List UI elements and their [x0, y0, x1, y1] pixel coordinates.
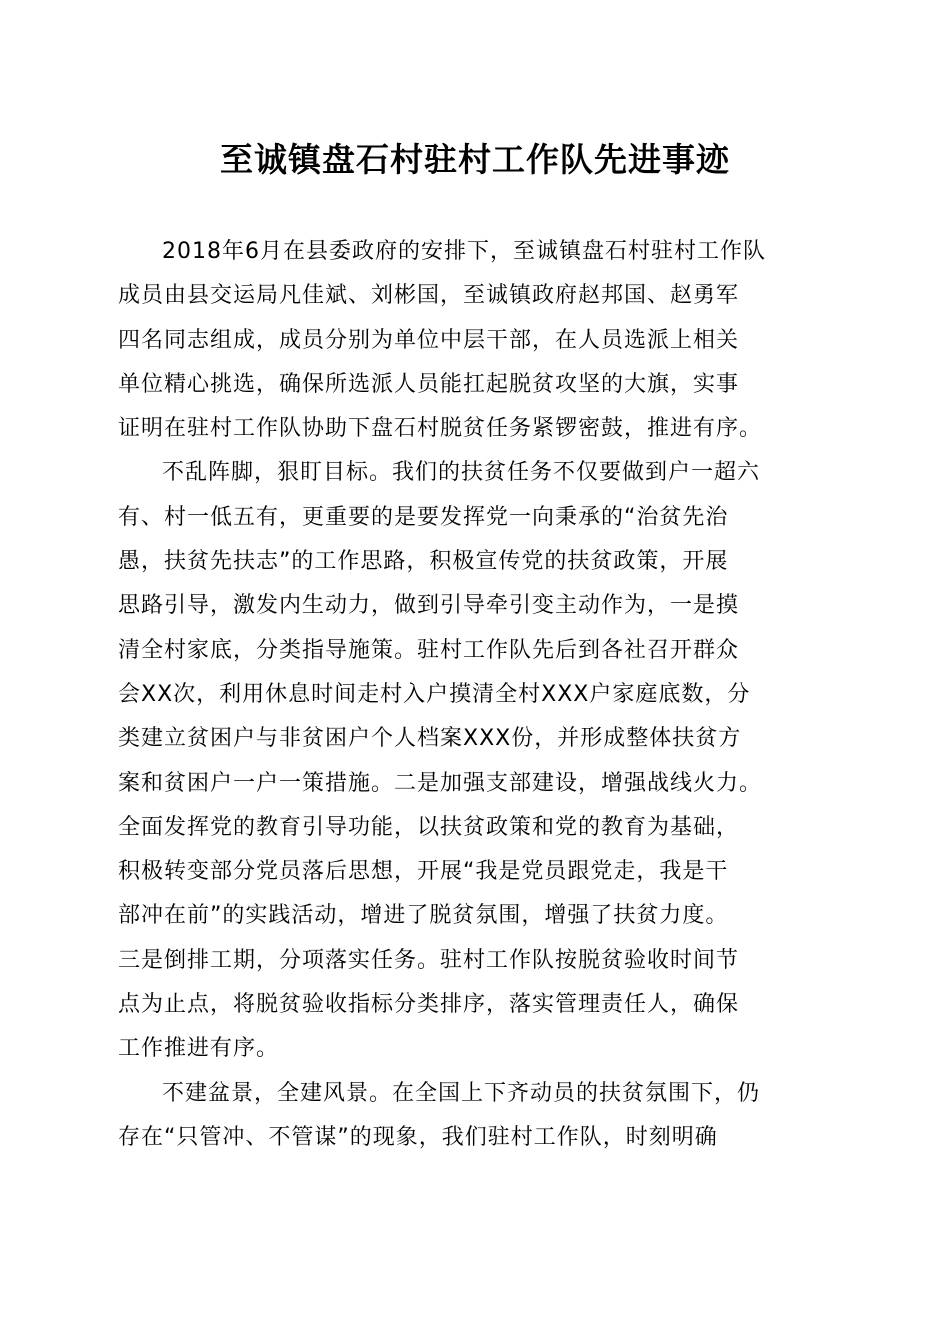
paragraph-2-line-6: 会XX次，利用休息时间走村入户摸清全村XXX户家庭底数，分 [118, 681, 751, 707]
document-body [118, 230, 848, 1160]
paragraph-2-line-10: 积极转变部分党员落后思想，开展“我是党员跟党走，我是干 [118, 859, 729, 885]
paragraph-2-line-2: 有、村一低五有，更重要的是要发挥党一向秉承的“治贫先治 [118, 504, 729, 530]
paragraph-1-line-2: 成员由县交运局凡佳斌、刘彬国，至诚镇政府赵邦国、赵勇军 [118, 283, 740, 309]
paragraph-2-line-13: 点为止点，将脱贫验收指标分类排序，落实管理责任人，确保 [118, 992, 740, 1018]
paragraph-2-line-4: 思路引导，激发内生动力，做到引导牵引变主动作为，一是摸 [118, 593, 740, 619]
paragraph-2-line-8: 案和贫困户一户一策措施。二是加强支部建设，增强战线火力。 [118, 770, 763, 796]
paragraph-2-line-1: 不乱阵脚，狠盯目标。我们的扶贫任务不仅要做到户一超六 [162, 460, 761, 486]
paragraph-2-line-12: 三是倒排工期，分项落实任务。驻村工作队按脱贫验收时间节 [118, 947, 740, 973]
paragraph-2-line-11: 部冲在前”的实践活动，增进了脱贫氛围，增强了扶贫力度。 [118, 903, 729, 929]
paragraph-2-line-5: 清全村家底，分类指导施策。驻村工作队先后到各社召开群众 [118, 637, 740, 663]
paragraph-2-line-14: 工作推进有序。 [118, 1036, 280, 1062]
paragraph-1-line-5: 证明在驻村工作队协助下盘石村脱贫任务紧锣密鼓，推进有序。 [118, 416, 763, 442]
document-title: 至诚镇盘石村驻村工作队先进事迹 [220, 140, 730, 179]
paragraph-2-line-7: 类建立贫困户与非贫困户个人档案XXX份，并形成整体扶贫方 [118, 726, 742, 752]
paragraph-3-line-1: 不建盆景，全建风景。在全国上下齐动员的扶贫氛围下，仍 [162, 1080, 761, 1106]
paragraph-2-line-3: 愚，扶贫先扶志”的工作思路，积极宣传党的扶贫政策，开展 [118, 549, 729, 575]
paragraph-2-line-9: 全面发挥党的教育引导功能，以扶贫政策和党的教育为基础， [118, 814, 740, 840]
paragraph-1-line-1: 2018年6月在县委政府的安排下，至诚镇盘石村驻村工作队 [162, 239, 766, 264]
paragraph-3-line-2: 存在“只管冲、不管谋”的现象，我们驻村工作队，时刻明确 [118, 1124, 718, 1150]
paragraph-1-line-3: 四名同志组成，成员分别为单位中层干部，在人员选派上相关 [118, 327, 740, 353]
paragraph-1-line-4: 单位精心挑选，确保所选派人员能扛起脱贫攻坚的大旗，实事 [118, 371, 740, 397]
